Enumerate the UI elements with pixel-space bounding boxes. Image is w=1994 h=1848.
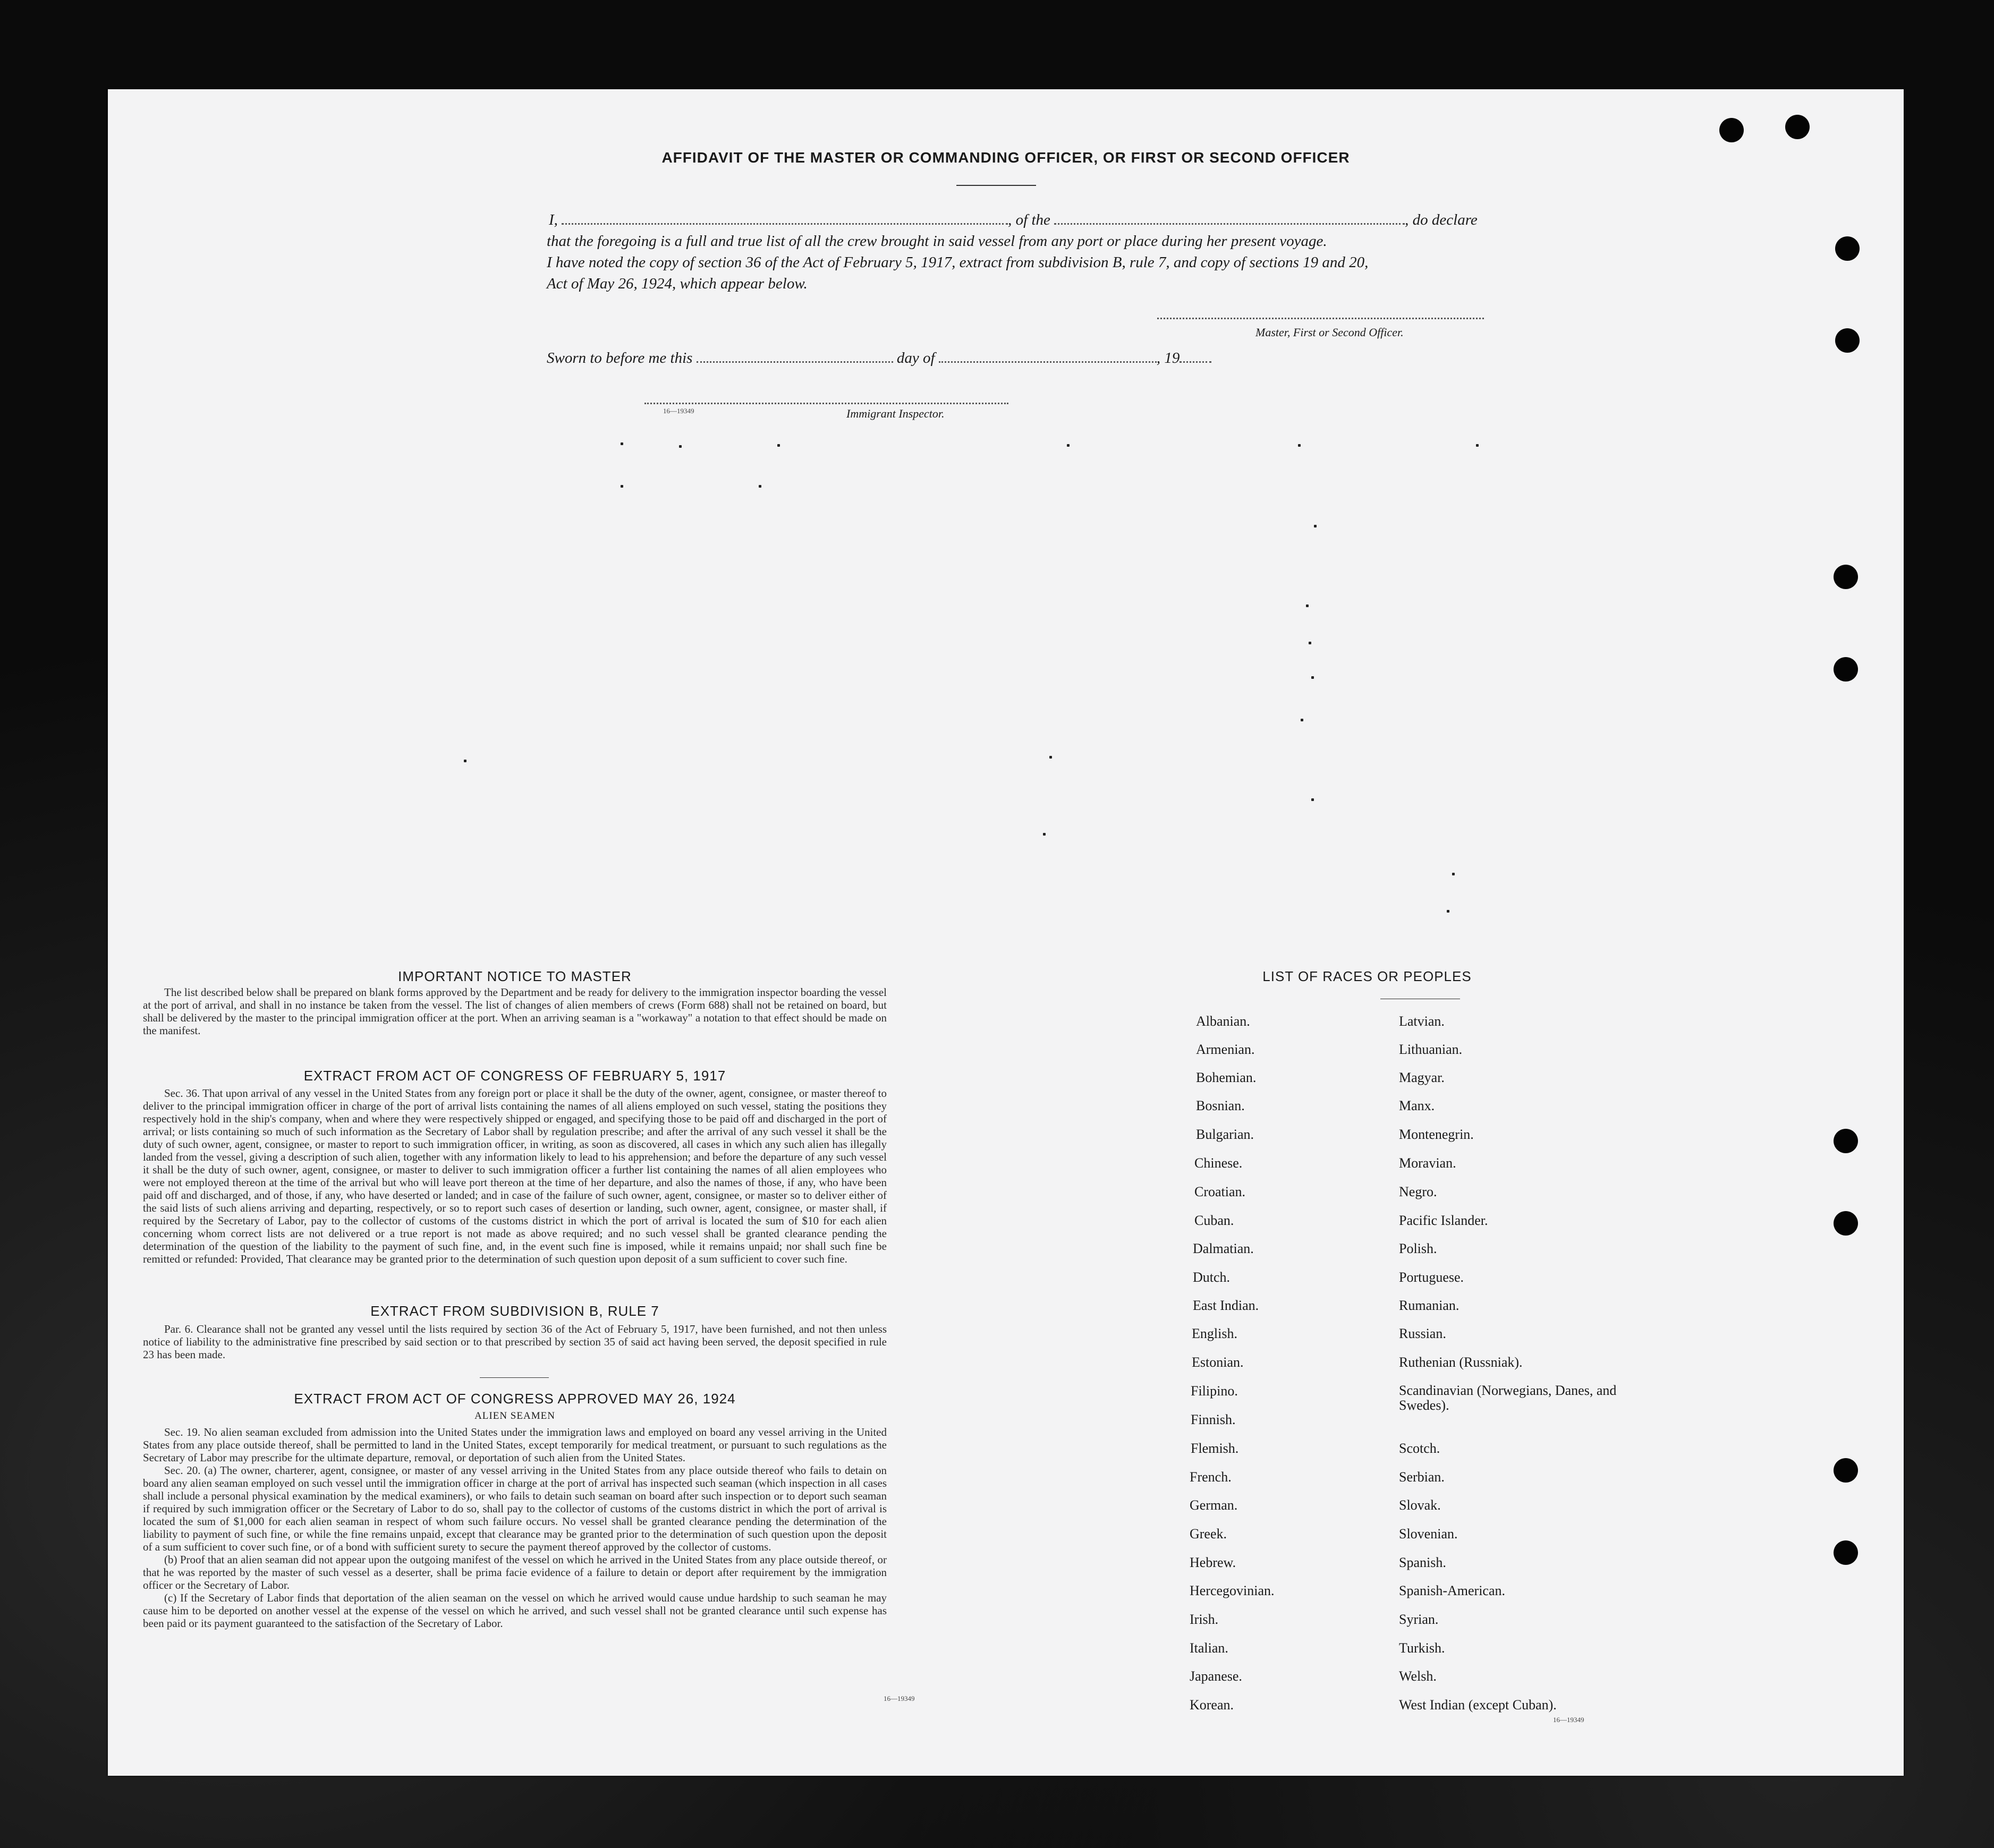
scan-speck: [1067, 444, 1070, 447]
race-item: Chinese.: [1194, 1155, 1243, 1171]
declaration-of-the: , of the: [1008, 211, 1050, 228]
inspector-signature-line[interactable]: [644, 403, 1008, 404]
race-item: Turkish.: [1399, 1640, 1445, 1656]
sworn-label: Sworn to before me this: [547, 350, 693, 367]
punch-hole: [1834, 1540, 1858, 1565]
rule7-divider: [480, 1377, 549, 1378]
race-item: Negro.: [1399, 1184, 1437, 1199]
declaration-line-4: Act of May 26, 1924, which appear below.: [547, 275, 808, 292]
race-item: Polish.: [1399, 1241, 1437, 1256]
declaration-do-declare: , do declare: [1405, 211, 1478, 228]
race-item: Spanish.: [1399, 1555, 1446, 1570]
section-36-paragraph: Sec. 36. That upon arrival of any vessel in the United States from any foreign port or place it shall be the duty of the owner, agent, consignee, or master thereof to deliver to the principal immigration officer in charge of the port of arrival lists containing the names of all aliens employed on such vessel, stating the positions they respectively hold in the ship's company, when and where they were respectively shipped or engaged, and specifying those to be paid off and discharged in the port of arrival; or lists containing so much of such information as the Secretary of Labor shall by regulation prescribe; and after the arrival of any such vessel it shall be the duty of such owner, agent, consignee, or master to report to such immigration officer, in writing, as soon as discovered, all cases in which any such alien has illegally landed from the vessel, giving a description of such alien, together with any information likely to lead to his apprehension; and before the departure of any such vessel it shall be the duty of such owner, agent, consignee, or master to deliver to such immigration officer a further list containing the names of all alien employees who were not employed thereon at the time of the arrival but who will leave port thereon at the time of her departure, and also the names of those, if any, who have been paid off and discharged, and of those, if any, who have deserted or landed; and in case of the failure of such owner, agent, consignee, or master so to deliver either of the said lists of such aliens arriving and departing, respectively, or so to report such cases of desertion or landing, such owner, agent, consignee, or master shall, if required by the Secretary of Labor, pay to the collector of customs of the customs district in which the port of arrival is located the sum of $10 for each alien concerning whom correct lists are not delivered or a true report is not made as above required; and no such vessel shall be granted clearance pending the determination of the question of the liability to the payment of such fine, and, in the event such fine is imposed, while it remains unpaid; nor shall such fine be remitted or refunded: Provided, That clearance may be granted prior to the determination of such question upon deposit of a sum sufficient to cover such fine.: [143, 1087, 887, 1265]
punch-hole: [1834, 1211, 1858, 1236]
race-item: Italian.: [1190, 1640, 1228, 1656]
race-item: Lithuanian.: [1399, 1042, 1463, 1057]
race-item: French.: [1190, 1469, 1232, 1485]
race-item: Ruthenian (Russniak).: [1399, 1355, 1523, 1370]
race-item: Armenian.: [1196, 1042, 1255, 1057]
notice-paragraph: The list described below shall be prepared on blank forms approved by the Department and be ready for delivery to the immigration inspector boarding the vessel at the port of arrival, and shall in no instance be taken from the vessel. The list of changes of alien members of crews (Form 688) shall not be retained on board, but shall be delivered by the master to the principal immigration officer at the port. When an arriving seaman is a "workaway" a notation to that effect should be made on the manifest.: [143, 986, 887, 1037]
scan-speck: [1452, 873, 1455, 875]
extract-1917-body: [143, 1087, 887, 1265]
form-number-small: 16—19349: [663, 407, 694, 415]
scan-speck: [1049, 756, 1052, 759]
form-number-left: 16—19349: [884, 1694, 915, 1702]
scan-speck: [1306, 604, 1309, 607]
declaration-line-2: that the foregoing is a full and true list of all the crew brought in said vessel from any port or place during her present voyage.: [547, 233, 1327, 250]
race-item: Estonian.: [1192, 1355, 1244, 1370]
race-item: Bulgarian.: [1196, 1127, 1254, 1142]
section-20a-paragraph: Sec. 20. (a) The owner, charterer, agent, consignee, or master of any vessel arriving in the United States from any place outside thereof who fails to detain on board any alien seaman employed on such vessel until the immigration officer in charge at the port of arrival has inspected such seaman (which inspection in all cases shall include a personal physical examination by the medical examiners), or who fails to detain such seaman on board after such inspection or to deport such seaman if required by such immigration officer or the Secretary of Labor to do so, shall pay to the collector of customs of the customs district in which the port of arrival is located the sum of $1,000 for each alien seaman in respect of whom such failure occurs. No vessel shall be granted clearance pending the determination of the liability to payment of such fine, or while the fine remains unpaid, except that clearance may be granted prior to the determination of such question upon the deposit of a sum sufficient to cover such fine, or of a bond with sufficient surety to secure the payment thereof approved by the collector of customs.: [143, 1464, 887, 1553]
race-item: English.: [1192, 1326, 1237, 1341]
race-item: Syrian.: [1399, 1612, 1439, 1627]
document-page: [108, 89, 1904, 1776]
sworn-line: [547, 350, 1211, 367]
scan-speck: [621, 442, 623, 445]
race-item: Finnish.: [1191, 1412, 1236, 1427]
punch-hole: [1835, 236, 1860, 261]
punch-hole: [1834, 1458, 1858, 1483]
race-item: Montenegrin.: [1399, 1127, 1474, 1142]
race-item: Welsh.: [1399, 1668, 1437, 1684]
inspector-caption: Immigrant Inspector.: [846, 407, 945, 420]
scan-speck: [1311, 676, 1314, 679]
race-item: Latvian.: [1399, 1014, 1445, 1029]
race-item: Korean.: [1190, 1697, 1234, 1713]
declaration-block: [547, 209, 1631, 294]
race-item: Spanish-American.: [1399, 1583, 1506, 1598]
declaration-i: I,: [549, 211, 558, 228]
scan-speck: [1314, 525, 1317, 527]
scan-speck: [1447, 910, 1449, 913]
race-item: East Indian.: [1193, 1298, 1259, 1313]
master-name-field[interactable]: [562, 223, 1008, 225]
race-item: Albanian.: [1196, 1014, 1250, 1029]
race-item: Moravian.: [1399, 1155, 1456, 1171]
affidavit-title: AFFIDAVIT OF THE MASTER OR COMMANDING OFFICER, OR FIRST OR SECOND OFFICER: [661, 149, 1350, 166]
race-item: Slovenian.: [1399, 1526, 1458, 1542]
declaration-line-3: I have noted the copy of section 36 of the Act of February 5, 1917, extract from subdivision B, rule 7, and copy of sections 19 and 20,: [547, 254, 1369, 271]
race-item: Pacific Islander.: [1399, 1213, 1488, 1228]
race-item: German.: [1190, 1497, 1238, 1513]
section-20c-paragraph: (c) If the Secretary of Labor finds that deportation of the alien seaman on the vessel on which he arrived would cause undue hardship to such seaman he may cause him to be deported on another vessel at the expense of the vessel on which he arrived, and such vessel shall not be granted clearance until such expense has been paid or its payment guaranteed to the satisfaction of the Secretary of Labor.: [143, 1591, 887, 1630]
year-label: , 19: [1156, 350, 1180, 367]
race-item: Magyar.: [1399, 1070, 1445, 1085]
punch-hole: [1719, 118, 1744, 142]
scan-speck: [1309, 642, 1311, 644]
race-item: West Indian (except Cuban).: [1399, 1697, 1557, 1713]
punch-hole: [1834, 657, 1858, 682]
alien-seamen-subtitle: ALIEN SEAMEN: [474, 1410, 555, 1421]
punch-hole: [1835, 328, 1860, 353]
scan-speck: [1043, 833, 1046, 836]
race-item: Hercegovinian.: [1190, 1583, 1275, 1598]
race-item: Filipino.: [1191, 1383, 1238, 1399]
scan-speck: [1298, 444, 1301, 447]
notice-title: IMPORTANT NOTICE TO MASTER: [398, 968, 632, 984]
extract-1924-title: EXTRACT FROM ACT OF CONGRESS APPROVED MAY 26, 1924: [294, 1391, 736, 1407]
day-of-label: day of: [896, 350, 935, 367]
race-item: Russian.: [1399, 1326, 1446, 1341]
race-item: Scotch.: [1399, 1441, 1440, 1456]
extract-rule7-title: EXTRACT FROM SUBDIVISION B, RULE 7: [370, 1303, 659, 1319]
scan-speck: [621, 485, 623, 488]
races-title: LIST OF RACES OR PEOPLES: [1262, 968, 1472, 984]
race-item: Irish.: [1190, 1612, 1219, 1627]
extract-1924-body: [143, 1426, 887, 1630]
title-divider: [956, 185, 1036, 186]
section-20b-paragraph: (b) Proof that an alien seaman did not appear upon the outgoing manifest of the vessel on which he arrived in the United States from any place outside thereof, or that he was reported by the master of such vessel as a deserter, shall be prima facie evidence of a failure to detain or deport after requirement by the immigration officer or the Secretary of Labor.: [143, 1553, 887, 1591]
scan-speck: [1311, 798, 1314, 801]
race-item: Flemish.: [1191, 1441, 1239, 1456]
race-item: Croatian.: [1194, 1184, 1246, 1199]
race-item: Hebrew.: [1190, 1555, 1236, 1570]
notice-body: [143, 986, 887, 1037]
sworn-day-field[interactable]: [697, 361, 893, 363]
sworn-month-field[interactable]: [939, 361, 1157, 363]
race-item: Bosnian.: [1196, 1098, 1245, 1113]
extract-1917-title: EXTRACT FROM ACT OF CONGRESS OF FEBRUARY 5, 1917: [303, 1068, 726, 1084]
declaration-line-1: [547, 209, 1631, 231]
race-item: Rumanian.: [1399, 1298, 1460, 1313]
punch-hole: [1785, 115, 1810, 139]
race-item: Japanese.: [1190, 1668, 1242, 1684]
scan-speck: [1301, 719, 1303, 721]
section-19-paragraph: Sec. 19. No alien seaman excluded from admission into the United States under the immigration laws and employed on board any vessel arriving in the United States from any place outside thereof, shall be permitted to land in the United States, except temporarily for medical treatment, or pursuant to such regulations as the Secretary of Labor may prescribe for the ultimate departure, removal, or deportation of such alien from the United States.: [143, 1426, 887, 1464]
race-item: Cuban.: [1194, 1213, 1234, 1228]
race-item: Portuguese.: [1399, 1270, 1464, 1285]
form-number-right: 16—19349: [1553, 1716, 1584, 1724]
vessel-name-field[interactable]: [1054, 223, 1405, 225]
scan-speck: [1476, 444, 1479, 447]
scan-speck: [464, 760, 466, 762]
sworn-year-field[interactable]: [1180, 361, 1211, 363]
race-item: Bohemian.: [1196, 1070, 1257, 1085]
punch-hole: [1834, 565, 1858, 589]
race-item: Greek.: [1190, 1526, 1227, 1542]
scan-speck: [759, 485, 761, 488]
scan-speck: [777, 444, 780, 447]
rule7-paragraph: Par. 6. Clearance shall not be granted any vessel until the lists required by section 36 of the Act of February 5, 1917, have been furnished, and not then unless notice of liability to the administrative fine prescribed by said section or to that prescribed by section 35 of said act having been served, the deposit specified in rule 23 has been made.: [143, 1323, 887, 1361]
master-signature-line[interactable]: [1157, 318, 1484, 319]
race-item: Dutch.: [1193, 1270, 1231, 1285]
punch-hole: [1834, 1129, 1858, 1153]
race-item: Serbian.: [1399, 1469, 1445, 1485]
race-item: Manx.: [1399, 1098, 1435, 1113]
extract-rule7-body: [143, 1323, 887, 1361]
race-item: Dalmatian.: [1193, 1241, 1254, 1256]
scan-speck: [679, 445, 682, 448]
master-signature-caption: Master, First or Second Officer.: [1255, 326, 1404, 339]
race-item: Scandinavian (Norwegians, Danes, and Swedes).: [1399, 1383, 1617, 1413]
race-item: Slovak.: [1399, 1497, 1441, 1513]
